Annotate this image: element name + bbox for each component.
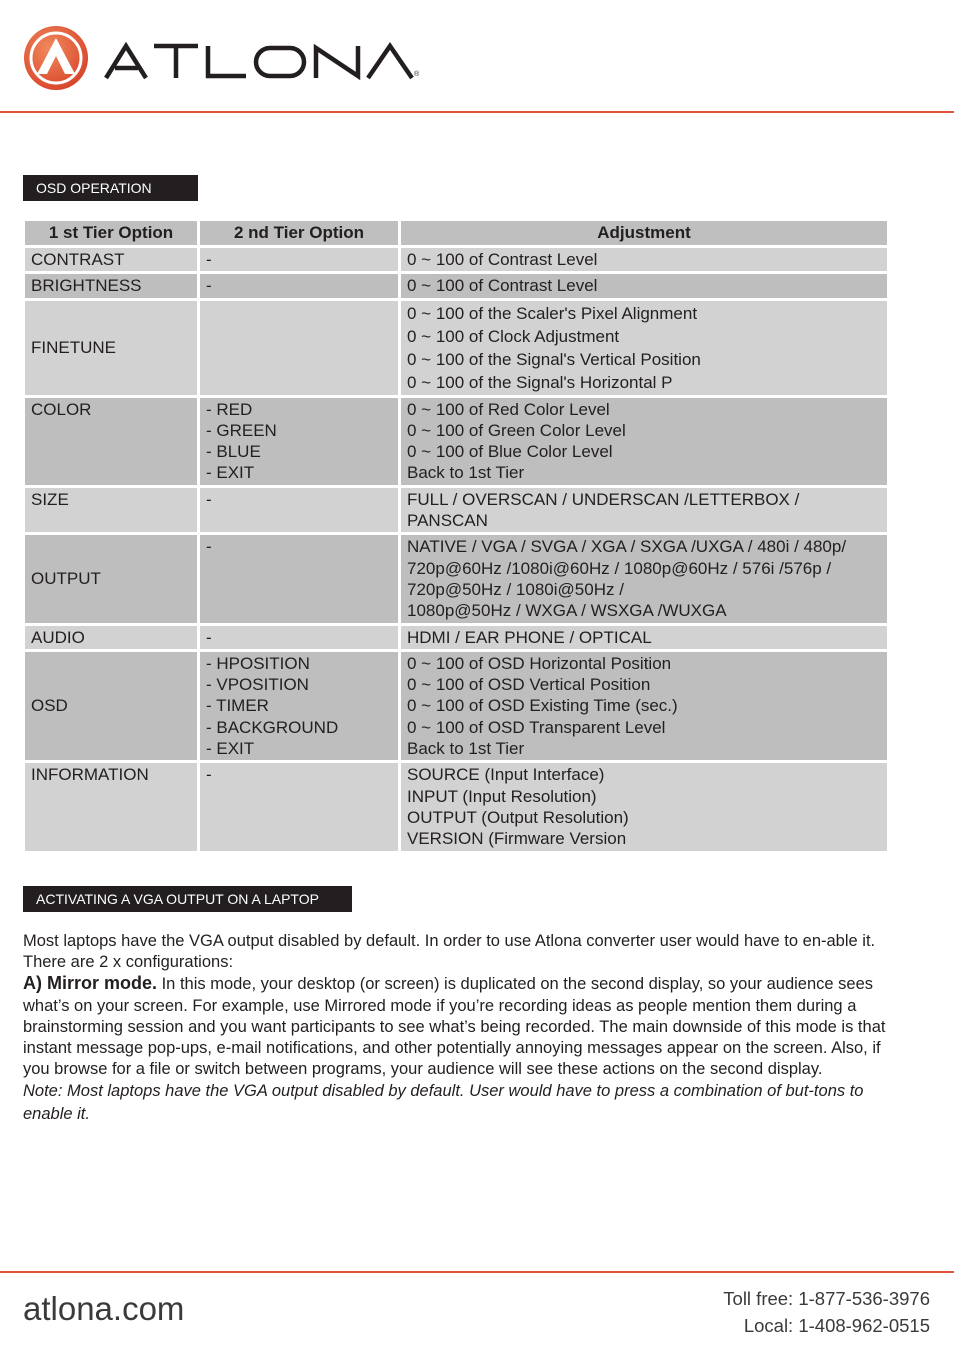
tier1-cell: CONTRAST [24, 247, 199, 273]
header-rule [0, 111, 954, 113]
tier1-cell: FINETUNE [24, 299, 199, 396]
table-row [24, 762, 889, 852]
tier2-cell: - [199, 534, 400, 624]
tier1-cell: SIZE [24, 486, 199, 534]
table-row [24, 486, 889, 534]
tier2-cell: - [199, 247, 400, 273]
toll-free-number: Toll free: 1-877-536-3976 [723, 1288, 930, 1309]
adjust-cell: NATIVE / VGA / SVGA / XGA / SXGA /UXGA / 480i / 480p/ 720p@60Hz /1080i@60Hz / 1080p@60Hz / 576i /576p / 720p@50Hz / 1080i@50Hz / 1080p@50Hz / WXGA / WSXGA /WUXGA [400, 534, 889, 624]
table-row [24, 624, 889, 650]
table-row [24, 396, 889, 486]
table-row [24, 247, 889, 273]
adjust-cell: 0 ~ 100 of the Scaler's Pixel Alignment 0 ~ 100 of Clock Adjustment 0 ~ 100 of the Signal's Vertical Position 0 ~ 100 of the Signal's Horizontal P [400, 299, 889, 396]
tier1-cell: OUTPUT [24, 534, 199, 624]
header-adjustment: Adjustment [400, 220, 889, 247]
atlona-logo [22, 24, 442, 92]
tier2-cell: - HPOSITION - VPOSITION - TIMER - BACKGROUND - EXIT [199, 650, 400, 761]
table-row [24, 534, 889, 624]
intro-paragraph: Most laptops have the VGA output disabled by default. In order to use Atlona converter user would have to en-able it. [23, 932, 876, 950]
logo-emblem-icon [24, 26, 88, 90]
vga-body [23, 931, 895, 1126]
configs-line: There are 2 x configurations: [23, 953, 234, 972]
vga-section-title: ACTIVATING A VGA OUTPUT ON A LAPTOP [23, 886, 352, 912]
osd-table [22, 218, 890, 854]
footer-url[interactable]: atlona.com [23, 1290, 185, 1327]
note-paragraph: Note: Most laptops have the VGA output disabled by default. User would have to press a combination of but-tons to enable it. [23, 1082, 864, 1124]
adjust-cell: 0 ~ 100 of OSD Horizontal Position 0 ~ 100 of OSD Vertical Position 0 ~ 100 of OSD Existing Time (sec.) 0 ~ 100 of OSD Transparent Level Back to 1st Tier [400, 650, 889, 761]
header-tier2: 2 nd Tier Option [199, 220, 400, 247]
local-number: Local: 1-408-962-0515 [743, 1315, 930, 1336]
tier1-cell: BRIGHTNESS [24, 273, 199, 299]
tier1-cell: OSD [24, 650, 199, 761]
header-tier1: 1 st Tier Option [24, 220, 199, 247]
tier1-cell: AUDIO [24, 624, 199, 650]
footer-contact [723, 1285, 930, 1339]
footer-rule [0, 1271, 954, 1273]
tier1-cell: COLOR [24, 396, 199, 486]
adjust-cell: 0 ~ 100 of Contrast Level [400, 247, 889, 273]
tier2-cell: - RED - GREEN - BLUE - EXIT [199, 396, 400, 486]
mirror-text: In this mode, your desktop (or screen) is duplicated on the second display, so your audience sees what’s on your screen. For example, use Mirrored mode if you’re recording ideas as people mention them during a brainstorming session and you want participants to see what’s being recorded. The main downside of this mode is that instant message pop-ups, e-mail notifications, and other potentially annoying messages appear on the screen. Also, if you browse for a file or switch between programs, your audience will see these actions on the second display. [23, 975, 886, 1079]
tier1-cell: INFORMATION [24, 762, 199, 852]
table-row [24, 273, 889, 299]
mirror-paragraph [23, 973, 895, 1080]
osd-section-title: OSD OPERATION [23, 175, 198, 201]
tier2-cell [199, 299, 400, 396]
table-row [24, 299, 889, 396]
table-row [24, 650, 889, 761]
tier2-cell: - [199, 486, 400, 534]
adjust-cell: 0 ~ 100 of Red Color Level 0 ~ 100 of Green Color Level 0 ~ 100 of Blue Color Level Back to 1st Tier [400, 396, 889, 486]
tier2-cell: - [199, 762, 400, 852]
adjust-cell: SOURCE (Input Interface) INPUT (Input Resolution) OUTPUT (Output Resolution) VERSION (Firmware Version [400, 762, 889, 852]
registered-mark: ® [414, 71, 420, 78]
adjust-cell: FULL / OVERSCAN / UNDERSCAN /LETTERBOX / PANSCAN [400, 486, 889, 534]
table-header-row [24, 220, 889, 247]
adjust-cell: HDMI / EAR PHONE / OPTICAL [400, 624, 889, 650]
mirror-lead: A) Mirror mode. [23, 973, 158, 994]
adjust-cell: 0 ~ 100 of Contrast Level [400, 273, 889, 299]
tier2-cell: - [199, 624, 400, 650]
tier2-cell: - [199, 273, 400, 299]
